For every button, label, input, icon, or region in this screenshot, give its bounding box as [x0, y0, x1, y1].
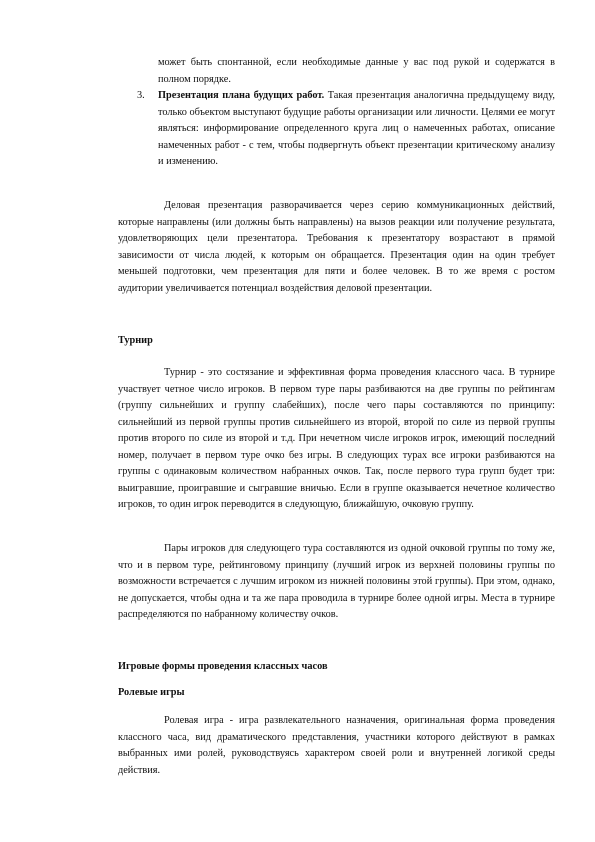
list-item-text: Такая презентация аналогична предыдущему виду, только объектом выступают будущие работы организации или личности. Целями ее могут являться: информирование определенного круга лиц о намеченных работах, описание намеченных работ - с тем, чтобы подвергнуть объект презентации критическому анализу и изменению. [158, 90, 555, 167]
list-item-3 [137, 88, 555, 171]
paragraph-business-presentation: Деловая презентация разворачивается через серию коммуникационных действий, которые направлены (или должны быть направлены) на вызов реакции или получение результата, удовлетворяющих цели презентатора. Требования к презентатору возрастают в прямой зависимости от числа людей, к которым он обращается. Презентация один на один требует меньшей подготовки, чем презентация для пяти и более человек. В то же время с ростом аудитории увеличивается потенциал воздействия деловой презентации. [118, 200, 555, 294]
paragraph-tournament-1: Турнир - это состязание и эффективная форма проведения классного часа. В турнире участвует четное число игроков. В первом туре пары разбиваются на две группы по рейтингам (группу сильнейших и группу слабейших), после чего пары составляются по принципу: сильнейший из первой группы против сильнейшего из второй, второй по силе из первой группы против второго по силе из второй и т.д. При нечетном числе игроков игрок, имеющий последний номер, получает в первом туре очко без игры. В следующих турах все игроки разбиваются на группы с одинаковым количеством набранных очков. Так, после первого тура групп будет три: выигравшие, проигравшие и сыгравшие вничью. Если в группе оказывается нечетное количество игроков, то один игрок переводится в следующую, ближайшую, очковую группу. [118, 367, 555, 510]
heading-role-games: Ролевые игры [118, 687, 185, 698]
heading-game-forms: Игровые формы проведения классных часов [118, 661, 328, 672]
list-item-continuation: может быть спонтанной, если необходимые данные у вас под рукой и содержатся в полном порядке. [158, 57, 555, 85]
paragraph-tournament-2: Пары игроков для следующего тура составляются из одной очковой группы по тому же, что и в первом туре, рейтинговому принципу (лучший игрок из верхней половины группы по возможности встречается с лучшим игроком из нижней половины этой группы). При этом, однако, не допускается, чтобы одна и та же пара проводила в турнире более одной игры. Места в турнире распределяются по набранному количеству очков. [118, 543, 555, 620]
list-item-number: 3. [137, 90, 145, 101]
list-item-title: Презентация плана будущих работ. [158, 90, 325, 101]
paragraph-role-games: Ролевая игра - игра развлекательного назначения, оригинальная форма проведения классного часа, вид драматического представления, участники которого действуют в рамках выбранных ими ролей, руководствуясь характером своей роли и внутренней логикой среды действия. [118, 715, 555, 776]
heading-tournament: Турнир [118, 335, 153, 346]
